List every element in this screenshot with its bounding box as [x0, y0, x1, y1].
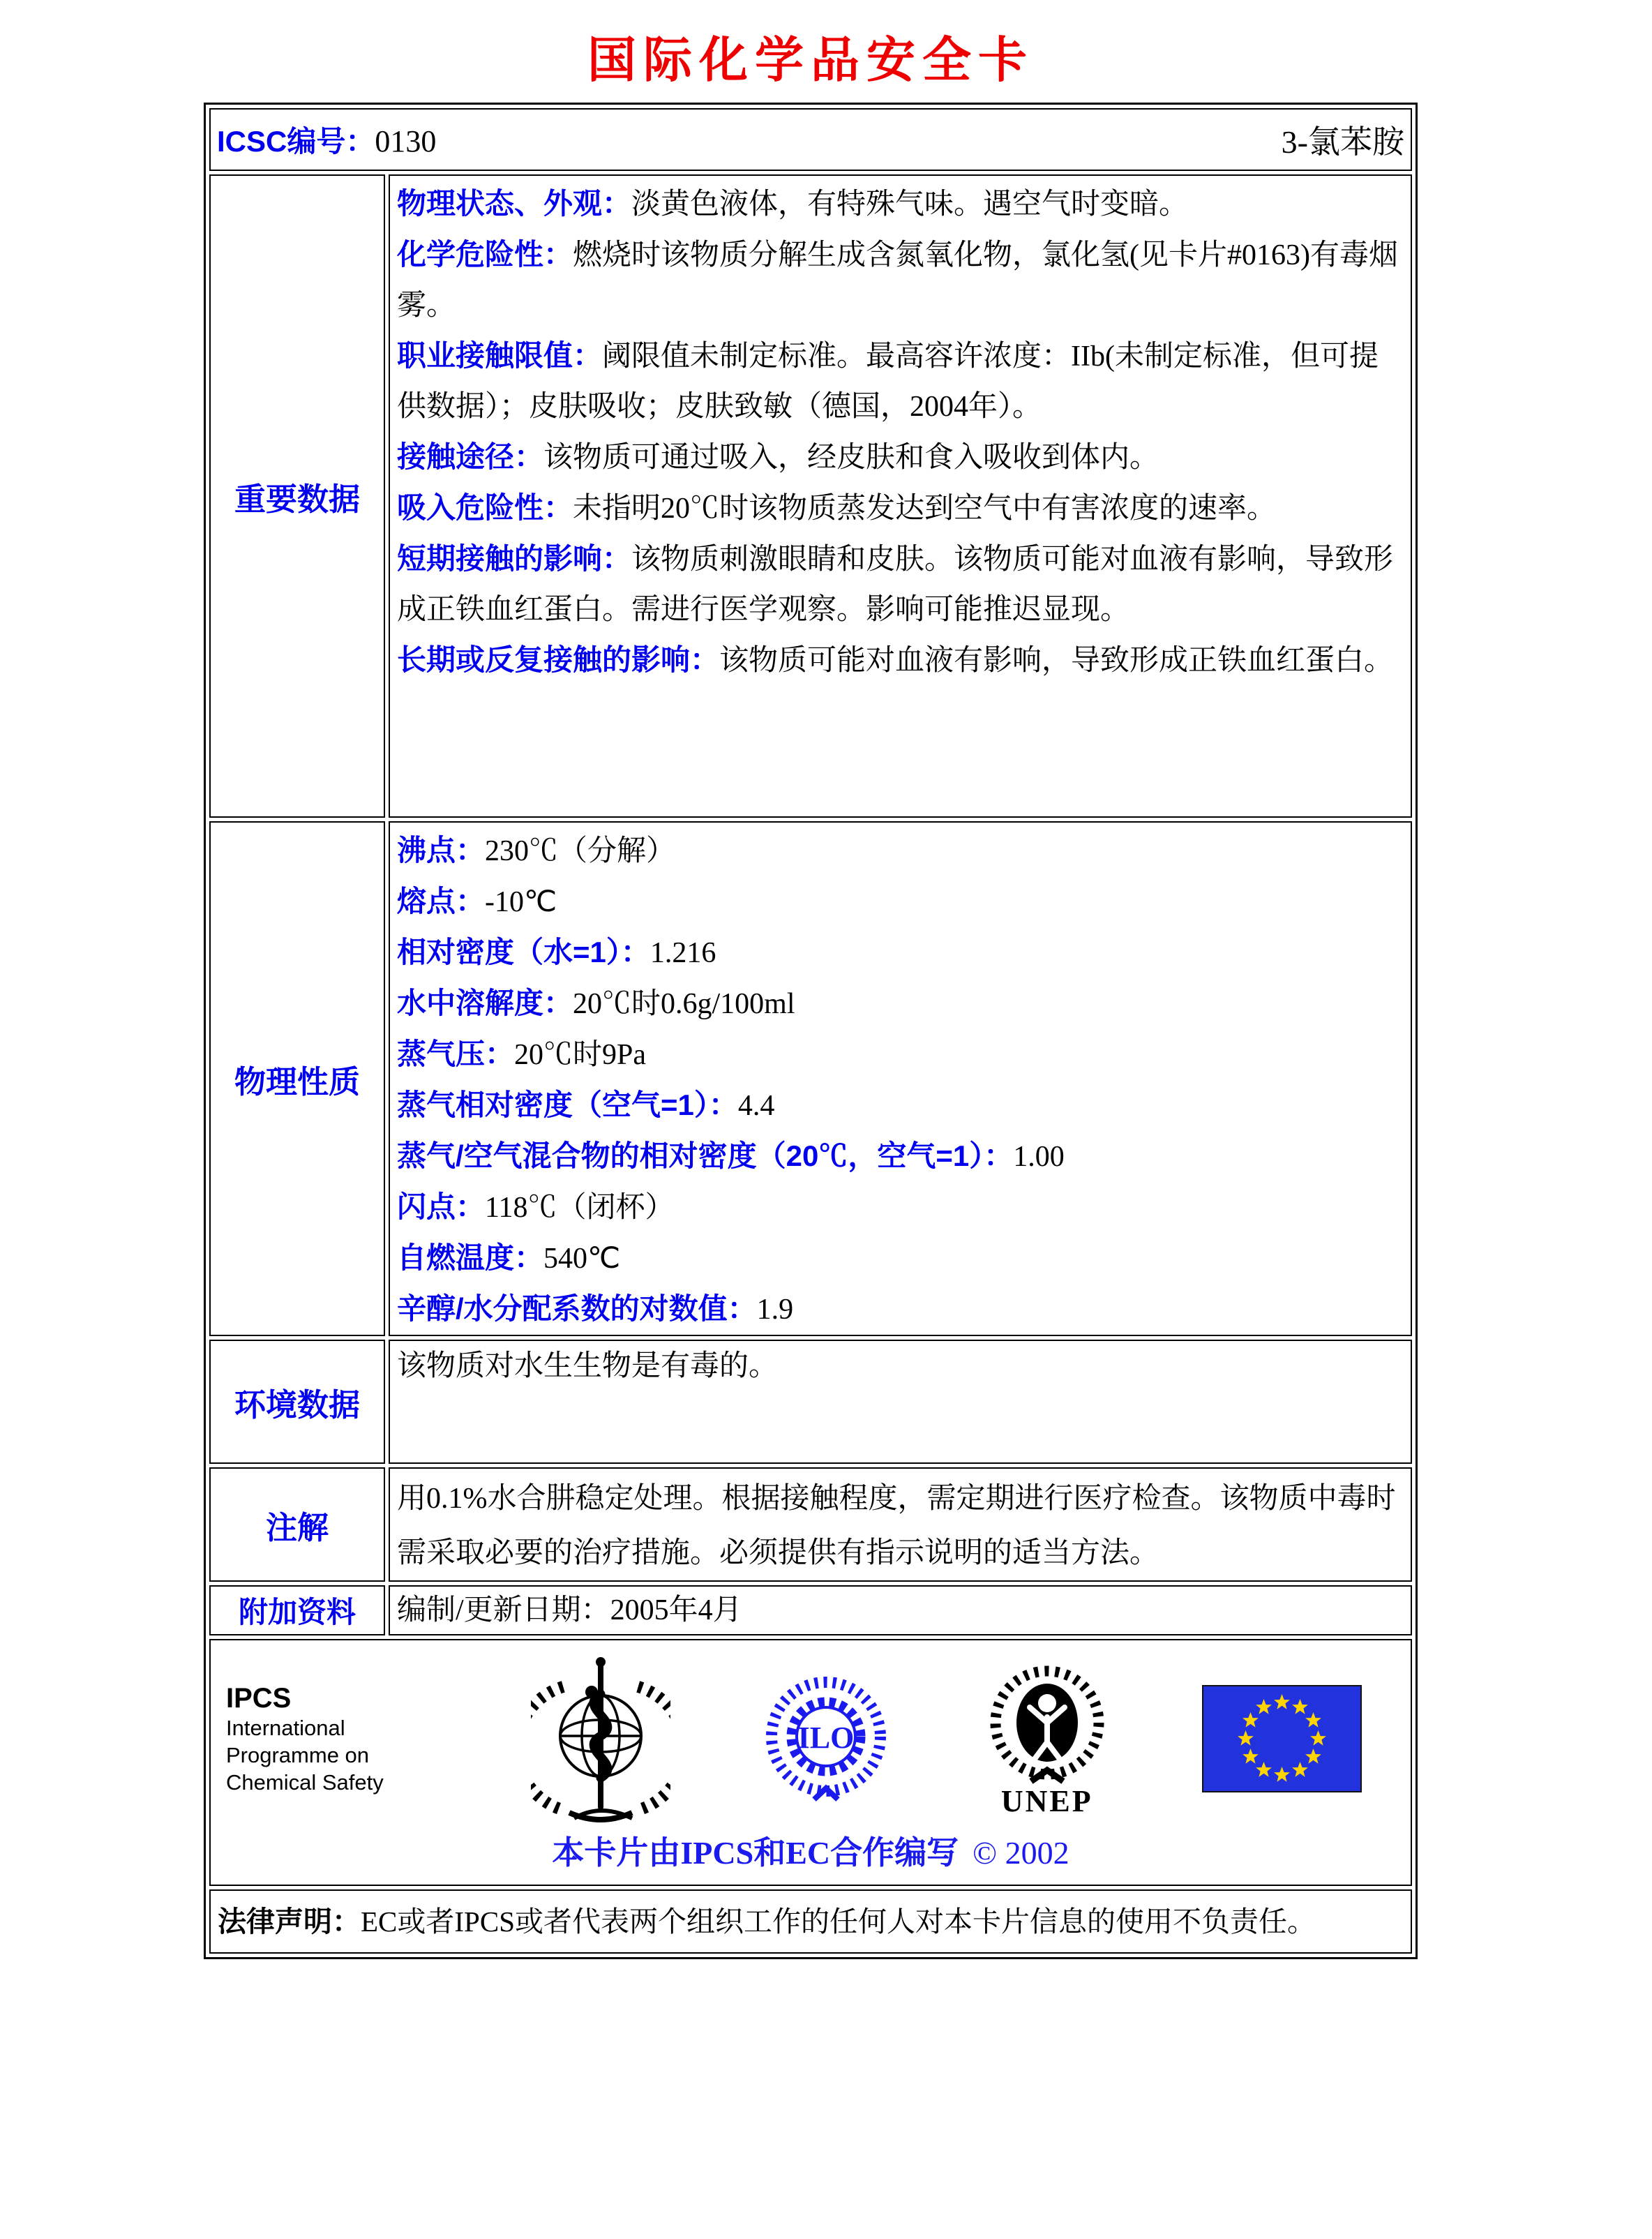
- credit-line: [211, 1827, 1411, 1873]
- copyright-text: © 2002: [973, 1835, 1069, 1871]
- header-row: [209, 108, 1412, 171]
- notes-row: [209, 1467, 1412, 1582]
- field-inhalation-risk: 吸入危险性：未指明20℃时该物质蒸发达到空气中有害浓度的速率。: [397, 491, 1277, 525]
- prop-octanol-water-partition: 辛醇/水分配系数的对数值：1.9: [397, 1292, 794, 1326]
- icsc-number-group: [217, 119, 436, 160]
- prop-autoignition-temperature: 自燃温度：540℃: [397, 1241, 621, 1275]
- field-routes-of-exposure: 接触途径：该物质可通过吸入，经皮肤和食入吸收到体内。: [397, 440, 1159, 474]
- icsc-card-page: [0, 21, 1652, 1959]
- ipcs-acronym: IPCS: [226, 1682, 292, 1714]
- eu-flag-svg: [1203, 1686, 1360, 1791]
- important-data-content: [389, 174, 1412, 818]
- prop-vapour-density: 蒸气相对密度（空气=1）：4.4: [397, 1088, 775, 1122]
- page-title: 国际化学品安全卡: [587, 34, 1034, 88]
- unep-emblem-svg: [981, 1661, 1113, 1790]
- legal-notice-label: 法律声明：: [218, 1905, 361, 1938]
- section-label-physical-properties: 物理性质: [209, 821, 385, 1336]
- additional-info-row: [209, 1585, 1412, 1635]
- icsc-card-table: [204, 103, 1418, 1959]
- environmental-data-content: [389, 1340, 1412, 1464]
- prop-solubility-in-water: 水中溶解度：20℃时0.6g/100ml: [397, 987, 795, 1020]
- physical-properties-content: [389, 821, 1412, 1336]
- field-physical-state: 物理状态、外观：淡黄色液体，有特殊气味。遇空气时变暗。: [397, 187, 1189, 220]
- physical-properties-row: [209, 821, 1412, 1336]
- logos-row: [209, 1639, 1412, 1886]
- credit-text: 本卡片由IPCS和EC合作编写: [552, 1835, 959, 1871]
- legal-notice-cell: [209, 1889, 1412, 1954]
- important-data-row: [209, 174, 1412, 818]
- prop-boiling-point: 沸点：230℃（分解）: [397, 834, 676, 867]
- notes-text: 用0.1%水合肼稳定处理。根据接触程度，需定期进行医疗检查。该物质中毒时需采取必要的治疗措施。必须提供有指示说明的适当方法。: [397, 1483, 1396, 1569]
- prop-vapour-pressure: 蒸气压：20℃时9Pa: [397, 1038, 647, 1071]
- notes-content: [389, 1467, 1412, 1582]
- ipcs-text-block: IPCS International Programme on Chemical Safety: [226, 1682, 442, 1796]
- field-chemical-dangers: 化学危险性：燃烧时该物质分解生成含氮氧化物，氯化氢(见卡片#0163)有毒烟雾。: [397, 238, 1398, 322]
- field-short-term-effects: 短期接触的影响：该物质刺激眼睛和皮肤。该物质可能对血液有影响，导致形成正铁血红蛋白。需进行医学观察。影响可能推迟显现。: [397, 542, 1394, 626]
- ilo-logo-icon: [760, 1672, 892, 1805]
- ilo-emblem-svg: [760, 1672, 892, 1805]
- legal-notice-row: [209, 1889, 1412, 1954]
- environmental-data-row: [209, 1340, 1412, 1464]
- chemical-name: 3-氯苯胺: [1281, 124, 1404, 160]
- icsc-number-label: ICSC编号：: [217, 125, 375, 158]
- section-label-notes: 注解: [209, 1467, 385, 1582]
- ilo-letters: ILO: [797, 1721, 854, 1755]
- environmental-data-text: 该物质对水生生物是有毒的。: [397, 1350, 779, 1382]
- logos-cell: [209, 1639, 1412, 1886]
- section-label-important-data: 重要数据: [209, 174, 385, 818]
- section-label-environmental-data: 环境数据: [209, 1340, 385, 1464]
- unep-logo-icon: [981, 1661, 1113, 1817]
- unep-wordmark: UNEP: [1000, 1783, 1093, 1818]
- prop-relative-density: 相对密度（水=1）：1.216: [397, 936, 716, 969]
- who-logo-icon: [531, 1654, 670, 1825]
- additional-info-text: 编制/更新日期：2005年4月: [397, 1594, 742, 1626]
- who-emblem-svg: [531, 1654, 670, 1825]
- additional-info-content: [389, 1585, 1412, 1635]
- prop-melting-point: 熔点：-10℃: [397, 885, 557, 918]
- legal-notice-text: EC或者IPCS或者代表两个组织工作的任何人对本卡片信息的使用不负责任。: [361, 1905, 1316, 1938]
- field-occupational-exposure-limits: 职业接触限值：阈限值未制定标准。最高容许浓度：IIb(未制定标准，但可提供数据）；皮肤吸收；皮肤致敏（德国，2004年）。: [397, 339, 1379, 423]
- eu-flag-icon: [1202, 1685, 1362, 1792]
- section-label-additional-info: 附加资料: [209, 1585, 385, 1635]
- prop-vapour-air-mixture-density: 蒸气/空气混合物的相对密度（20℃，空气=1）：1.00: [397, 1139, 1065, 1173]
- field-long-term-effects: 长期或反复接触的影响：该物质可能对血液有影响，导致形成正铁血红蛋白。: [397, 643, 1394, 677]
- prop-flash-point: 闪点：118℃（闭杯）: [397, 1190, 675, 1224]
- icsc-number-value: 0130: [375, 124, 437, 158]
